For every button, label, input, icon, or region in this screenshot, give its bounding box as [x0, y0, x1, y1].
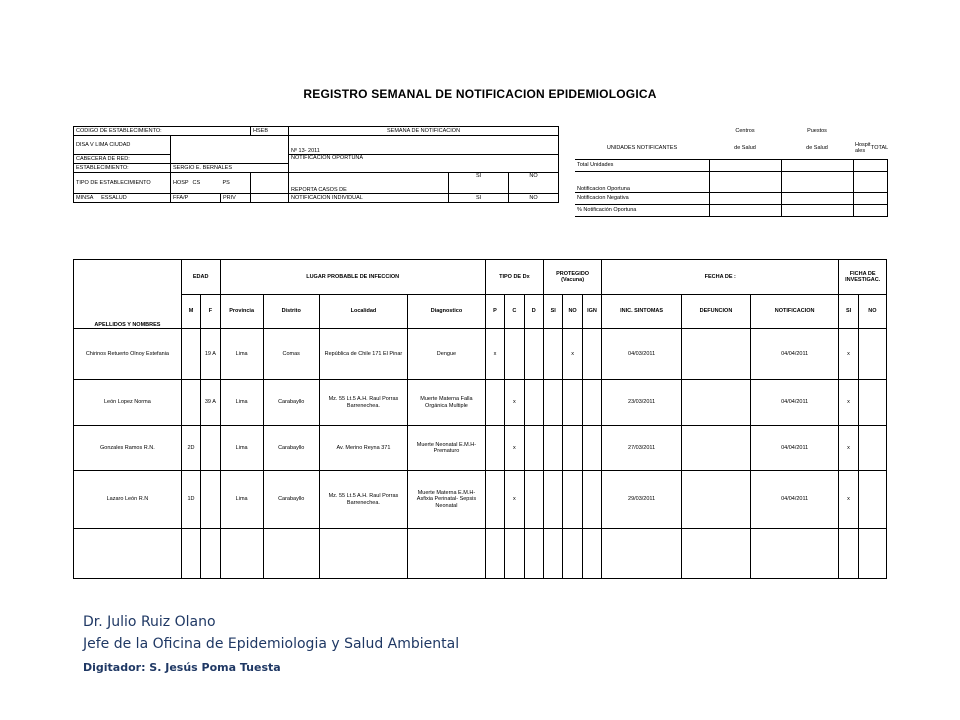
centros-label: Centros — [735, 128, 755, 135]
cell-nombre: Chirinos Retuerto Olnoy Estefania — [74, 329, 182, 380]
units-row-label: Notificacion Negativa — [575, 193, 709, 205]
cell-notificacion — [750, 529, 838, 579]
units-row-label: Total Unidades — [575, 160, 709, 172]
cell-f: 39 A — [201, 380, 220, 426]
header-ficha: FICHA DE INVESTIGAC. — [839, 260, 887, 295]
minsa-label: MINSA — [76, 194, 94, 201]
table-row — [74, 426, 887, 471]
cell-p — [485, 380, 504, 426]
cell-fsi: x — [839, 329, 858, 380]
cell-ign — [582, 380, 601, 426]
cell-d — [524, 329, 543, 380]
cell-fno — [858, 529, 886, 579]
cell-fsi — [839, 529, 858, 579]
cell-si — [543, 380, 562, 426]
header-distrito: Distrito — [263, 295, 319, 329]
cell-no — [563, 380, 582, 426]
cases-table — [73, 259, 887, 579]
header-p: P — [485, 295, 504, 329]
units-header: UNIDADES NOTIFICANTES — [606, 144, 678, 151]
cell-m: 1D — [181, 471, 200, 529]
header-d: D — [524, 295, 543, 329]
essalud-label: ESSALUD — [101, 194, 127, 201]
establecimiento-value: SERGIO E. BERNALES — [171, 164, 289, 173]
semana-label: SEMANA DE NOTIFICACION — [289, 127, 559, 136]
cell-localidad: Mz. 55 Lt.5 A.H. Raul Porras Barrenechea. — [319, 380, 407, 426]
header-provincia: Provincia — [220, 295, 263, 329]
header-f: F — [201, 295, 220, 329]
cell-p — [485, 426, 504, 471]
cell-provincia: Lima — [220, 471, 263, 529]
cell-defuncion — [681, 329, 750, 380]
cell-fsi: x — [839, 380, 858, 426]
cell-ign — [582, 426, 601, 471]
header-tipo-dx: TIPO DE Dx — [485, 260, 543, 295]
table-row — [74, 380, 887, 426]
cell-no — [563, 471, 582, 529]
de-salud-2: de Salud — [806, 144, 828, 151]
cell-si — [543, 529, 562, 579]
cell-notificacion: 04/04/2011 — [750, 380, 838, 426]
cell-ign — [582, 471, 601, 529]
cell-f — [201, 529, 220, 579]
cell-c: x — [505, 380, 524, 426]
table-row — [74, 529, 887, 579]
header-fecha: FECHA DE : — [602, 260, 839, 295]
codigo-label: CODIGO DE ESTABLECIMIENTO: — [74, 127, 251, 136]
cell-p: x — [485, 329, 504, 380]
cell-nombre — [74, 529, 182, 579]
reporta-label: REPORTA CASOS DE — [289, 173, 449, 194]
cell-provincia: Lima — [220, 329, 263, 380]
minsa-essalud — [74, 194, 171, 203]
cell-fsi: x — [839, 426, 858, 471]
cell-localidad: República de Chile 171 El Pinar — [319, 329, 407, 380]
header-notificacion: NOTIFICACION — [750, 295, 838, 329]
puestos-label: Puestos — [807, 128, 827, 135]
cell-fno — [858, 380, 886, 426]
cell-d — [524, 529, 543, 579]
notif-oportuna-label: NOTIFICACION OPORTUNA — [289, 155, 559, 173]
cell-fno — [858, 329, 886, 380]
header-localidad: Localidad — [319, 295, 407, 329]
cell-m — [181, 380, 200, 426]
cell-si — [543, 471, 562, 529]
cell-ign — [582, 529, 601, 579]
header-m: M — [181, 295, 200, 329]
priv-label: PRIV — [221, 194, 251, 203]
units-row-label: % Notificación Oportuna — [575, 205, 709, 217]
disa-label: DISA V LIMA CIUDAD — [74, 136, 171, 155]
units-row-label: Notificacion Oportuna — [575, 172, 709, 193]
total-label: TOTAL — [871, 144, 889, 151]
header-diagnostico: Diagnostico — [408, 295, 486, 329]
signature-role: Jefe de la Oficina de Epidemiologia y Salud Ambiental — [83, 636, 460, 652]
individual-no: NO — [509, 194, 559, 203]
cell-m — [181, 329, 200, 380]
header-defuncion: DEFUNCION — [681, 295, 750, 329]
establecimiento-label: ESTABLECIMIENTO: — [74, 164, 171, 173]
cell-nombre: León Lopez Norma — [74, 380, 182, 426]
cell-c: x — [505, 471, 524, 529]
semana-value: Nº 13- 2011 — [289, 136, 559, 155]
individual-si: SI — [449, 194, 509, 203]
header-protegido: PROTEGIDO (Vacuna) — [543, 260, 601, 295]
signature-digitador: Digitador: S. Jesús Poma Tuesta — [83, 661, 281, 674]
cell-diagnostico — [408, 529, 486, 579]
header-inic: INIC. SINTOMAS — [602, 295, 682, 329]
oportuna-si: SI — [449, 173, 509, 194]
cell-no — [563, 529, 582, 579]
units-summary-table — [575, 126, 888, 217]
cell-localidad: Av. Merino Reyna 371 — [319, 426, 407, 471]
establishment-info-table — [73, 126, 559, 203]
cell-inic: 27/03/2011 — [602, 426, 682, 471]
cell-f: 19 A — [201, 329, 220, 380]
cell-f — [201, 426, 220, 471]
de-salud-1: de Salud — [734, 144, 756, 151]
cell-inic: 23/03/2011 — [602, 380, 682, 426]
cell-c: x — [505, 426, 524, 471]
cell-provincia — [220, 529, 263, 579]
cell-provincia: Lima — [220, 380, 263, 426]
cell-nombre: Lazaro León R.N — [74, 471, 182, 529]
header-c: C — [505, 295, 524, 329]
cell-localidad: Mz. 55 Lt.5 A.H. Raul Porras Barrenechea. — [319, 471, 407, 529]
cell-localidad — [319, 529, 407, 579]
cell-distrito: Comas — [263, 329, 319, 380]
header-lugar: LUGAR PROBABLE DE INFECCION — [220, 260, 485, 295]
cell-notificacion: 04/04/2011 — [750, 329, 838, 380]
oportuna-no: NO — [509, 173, 559, 194]
cell-c — [505, 329, 524, 380]
cell-si — [543, 329, 562, 380]
cell-m — [181, 529, 200, 579]
cell-diagnostico: Muerte Materna E.M.H- Asfixia Perinatal- Sepsis Neonatal — [408, 471, 486, 529]
cell-d — [524, 426, 543, 471]
cell-ign — [582, 329, 601, 380]
cell-inic: 29/03/2011 — [602, 471, 682, 529]
tipo-cs: CS — [191, 173, 221, 194]
cell-si — [543, 426, 562, 471]
cell-diagnostico: Muerte Neonatal E.M.H- Prematuro — [408, 426, 486, 471]
cell-d — [524, 380, 543, 426]
cell-no: x — [563, 329, 582, 380]
tipo-ps: PS — [221, 173, 251, 194]
header-ficha-no: NO — [858, 295, 886, 329]
cell-nombre: Gonzales Ramos R.N. — [74, 426, 182, 471]
cell-defuncion — [681, 471, 750, 529]
codigo-value: HSEB — [251, 127, 289, 136]
cell-no — [563, 426, 582, 471]
cell-fsi: x — [839, 471, 858, 529]
cell-p — [485, 471, 504, 529]
cell-fno — [858, 471, 886, 529]
tipo-hosp: HOSP — [171, 173, 191, 194]
page-title: REGISTRO SEMANAL DE NOTIFICACION EPIDEMIOLOGICA — [303, 87, 657, 101]
cell-diagnostico: Muerte Materna Falla Orgánica Multiple — [408, 380, 486, 426]
cell-inic — [602, 529, 682, 579]
cell-defuncion — [681, 426, 750, 471]
notif-individual-label: NOTIFICACION INDIVIDUAL — [289, 194, 449, 203]
cell-diagnostico: Dengue — [408, 329, 486, 380]
cabecera-label: CABECERA DE RED: — [74, 155, 171, 164]
signature-name: Dr. Julio Ruiz Olano — [83, 614, 216, 630]
ffaap-label: FFA/P — [171, 194, 221, 203]
cell-distrito: Carabayllo — [263, 426, 319, 471]
hospitales-label: Hospit ales — [855, 141, 871, 154]
cell-defuncion — [681, 380, 750, 426]
cell-distrito: Carabayllo — [263, 471, 319, 529]
cell-p — [485, 529, 504, 579]
cell-m: 2D — [181, 426, 200, 471]
header-apellidos: APELLIDOS Y NOMBRES — [74, 260, 182, 329]
cell-d — [524, 471, 543, 529]
header-ficha-si: SI — [839, 295, 858, 329]
tipo-label: TIPO DE ESTABLECIMIENTO — [74, 173, 171, 194]
cell-inic: 04/03/2011 — [602, 329, 682, 380]
header-edad: EDAD — [181, 260, 220, 295]
cell-distrito: Carabayllo — [263, 380, 319, 426]
cell-provincia: Lima — [220, 426, 263, 471]
cell-distrito — [263, 529, 319, 579]
cell-fno — [858, 426, 886, 471]
cell-f — [201, 471, 220, 529]
cell-c — [505, 529, 524, 579]
cell-notificacion: 04/04/2011 — [750, 471, 838, 529]
table-row — [74, 471, 887, 529]
header-si: SI — [543, 295, 562, 329]
cell-defuncion — [681, 529, 750, 579]
header-ign: IGN — [582, 295, 601, 329]
table-row — [74, 329, 887, 380]
header-no: NO — [563, 295, 582, 329]
cell-notificacion: 04/04/2011 — [750, 426, 838, 471]
